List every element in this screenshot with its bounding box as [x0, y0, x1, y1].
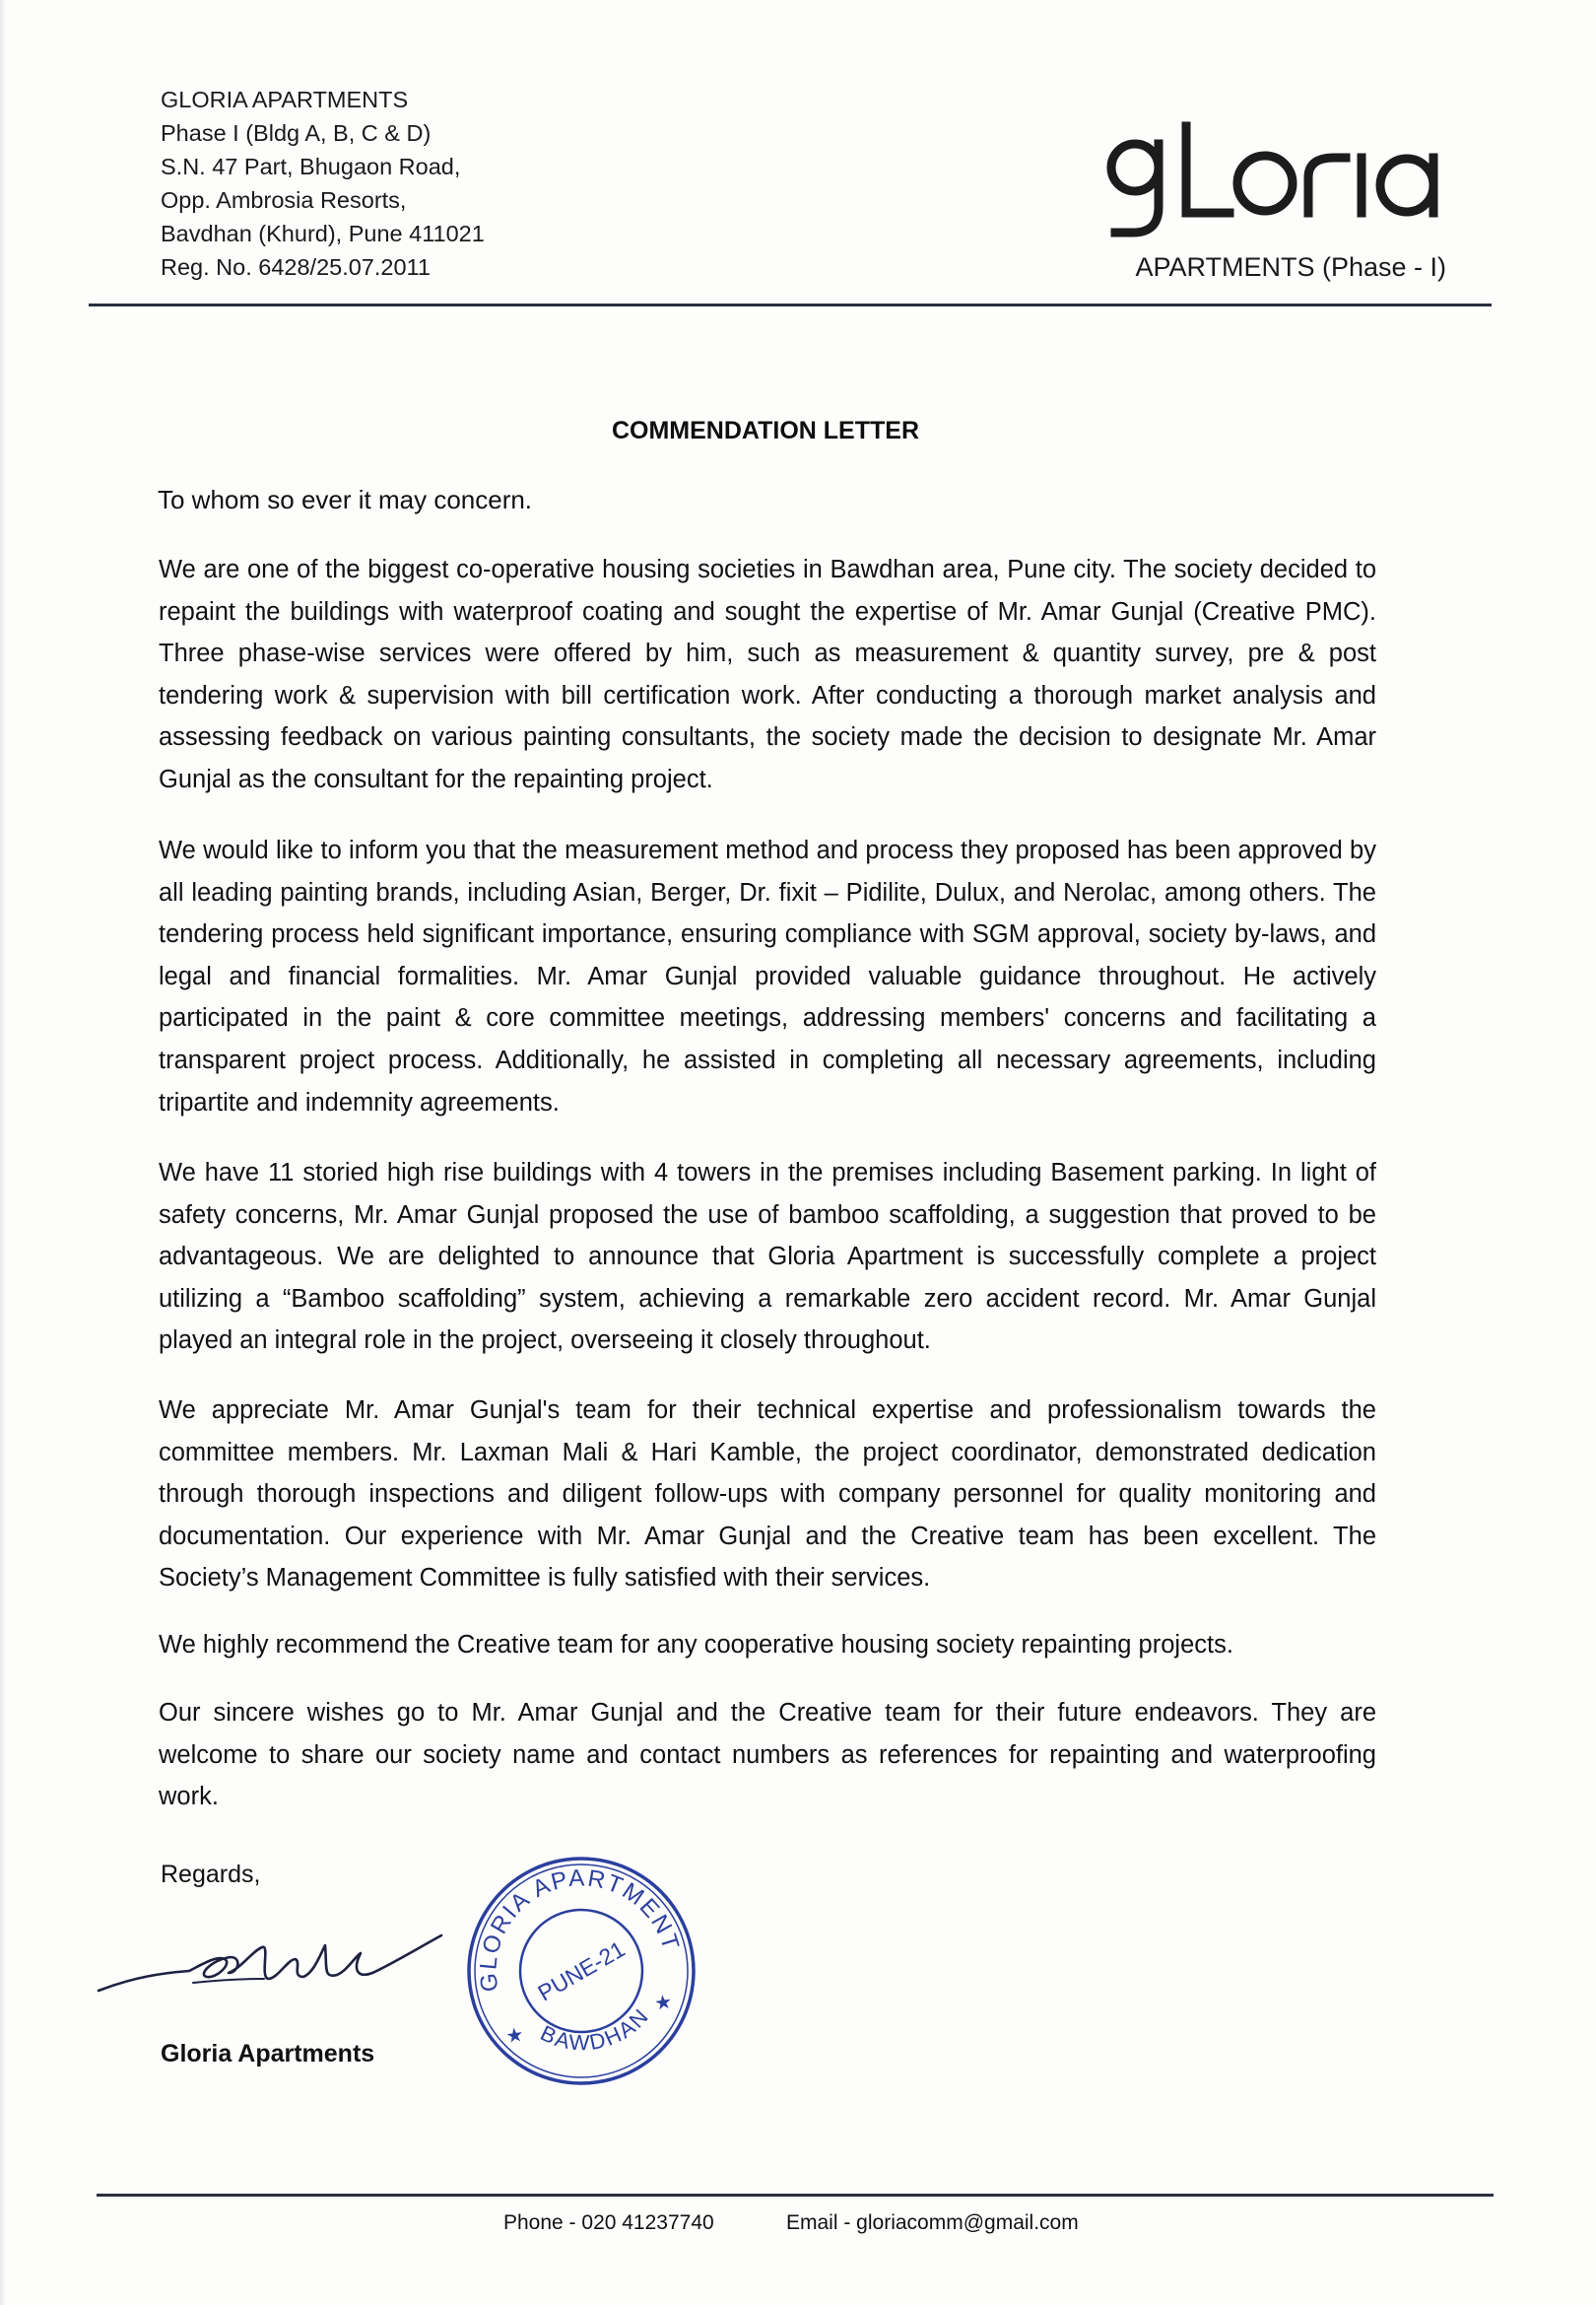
footer-phone: Phone - 020 41237740 [503, 2211, 714, 2234]
seal-star-icon: ★ [652, 1989, 674, 2015]
footer-email: Email - gloriacomm@gmail.com [786, 2211, 1079, 2234]
handwritten-signature [95, 1908, 459, 2016]
gloria-logo-mark [1103, 116, 1453, 244]
page-edge-shadow [0, 0, 6, 2305]
paragraph: We are one of the biggest co-operative housing societies in Bawdhan area, Pune city. The society decided to repaint the buildings with waterproof coating and sought the expertise of Mr. Amar Gunjal (Creative PMC). Three phase-wise services were offered by him, such as measurement & quantity survey, pre & post tendering work & supervision with bill certification work. After conducting a thorough market analysis and assessing feedback on various painting consultants, the society made the decision to designate Mr. Amar Gunjal as the consultant for the repainting project. [159, 556, 1376, 793]
address-line: Reg. No. 6428/25.07.2011 [161, 254, 431, 280]
address-line: Phase I (Bldg A, B, C & D) [161, 120, 432, 146]
seal-bottom-text: BAWDHAN [536, 2002, 654, 2056]
closing: Regards, [161, 1861, 261, 1888]
address-line: S.N. 47 Part, Bhugaon Road, [161, 154, 461, 179]
salutation: To whom so ever it may concern. [158, 485, 533, 514]
paragraph: We would like to inform you that the measurement method and process they proposed has been approved by all leading painting brands, including Asian, Berger, Dr. fixit – Pidilite, Dulux, and Nerolac, among others. The tendering process held significant importance, ensuring compliance with SGM approval, society by-laws, and legal and financial formalities. Mr. Amar Gunjal provided valuable guidance throughout. He actively participated in the paint & core committee meetings, addressing members' concerns and facilitating a transparent project process. Additionally, he assisted in completing all necessary agreements, including tripartite and indemnity agreements. [159, 837, 1376, 1117]
gloria-logo [1103, 116, 1453, 244]
seal-star-icon: ★ [503, 2021, 525, 2049]
seal-graphic [463, 1853, 699, 2089]
address-line: Opp. Ambrosia Resorts, [161, 187, 407, 213]
signature-stroke [95, 1908, 459, 2016]
seal-ring-text: GLORIA APARTMENTS [475, 1864, 685, 1994]
paragraph: We appreciate Mr. Amar Gunjal's team for their technical expertise and professionalism towards the committee members. Mr. Laxman Mali & Hari Kamble, the project coordinator, demonstrated dedication through thorough inspections and diligent follow-ups with company personnel for quality monitoring and documentation. Our experience with Mr. Amar Gunjal and the Creative team has been excellent. The Society’s Management Committee is fully satisfied with their services. [159, 1396, 1376, 1593]
logo-subtitle: APARTMENTS (Phase - I) [1135, 252, 1446, 282]
header-divider [89, 304, 1492, 306]
seal-center-text: PUNE-21 [533, 1935, 630, 2006]
address-line: Bavdhan (Khurd), Pune 411021 [161, 221, 485, 246]
letter-title: COMMENDATION LETTER [611, 417, 919, 444]
letterhead-address [161, 83, 574, 284]
address-line: GLORIA APARTMENTS [161, 87, 409, 112]
paragraph: We have 11 storied high rise buildings with 4 towers in the premises including Basement parking. In light of safety concerns, Mr. Amar Gunjal proposed the use of bamboo scaffolding, a suggestion that proved to be advantageous. We are delighted to announce that Gloria Apartment is successfully complete a project utilizing a “Bamboo scaffolding” system, achieving a remarkable zero accident record. Mr. Amar Gunjal played an integral role in the project, overseeing it closely throughout. [159, 1159, 1376, 1355]
society-seal-stamp [463, 1853, 699, 2089]
footer-divider [97, 2194, 1494, 2197]
signer-name: Gloria Apartments [161, 2040, 375, 2068]
paragraph: Our sincere wishes go to Mr. Amar Gunjal and the Creative team for their future endeavors. They are welcome to share our society name and contact numbers as references for repainting and waterproofing work. [159, 1699, 1376, 1811]
paragraph: We highly recommend the Creative team for any cooperative housing society repainting projects. [159, 1631, 1233, 1659]
